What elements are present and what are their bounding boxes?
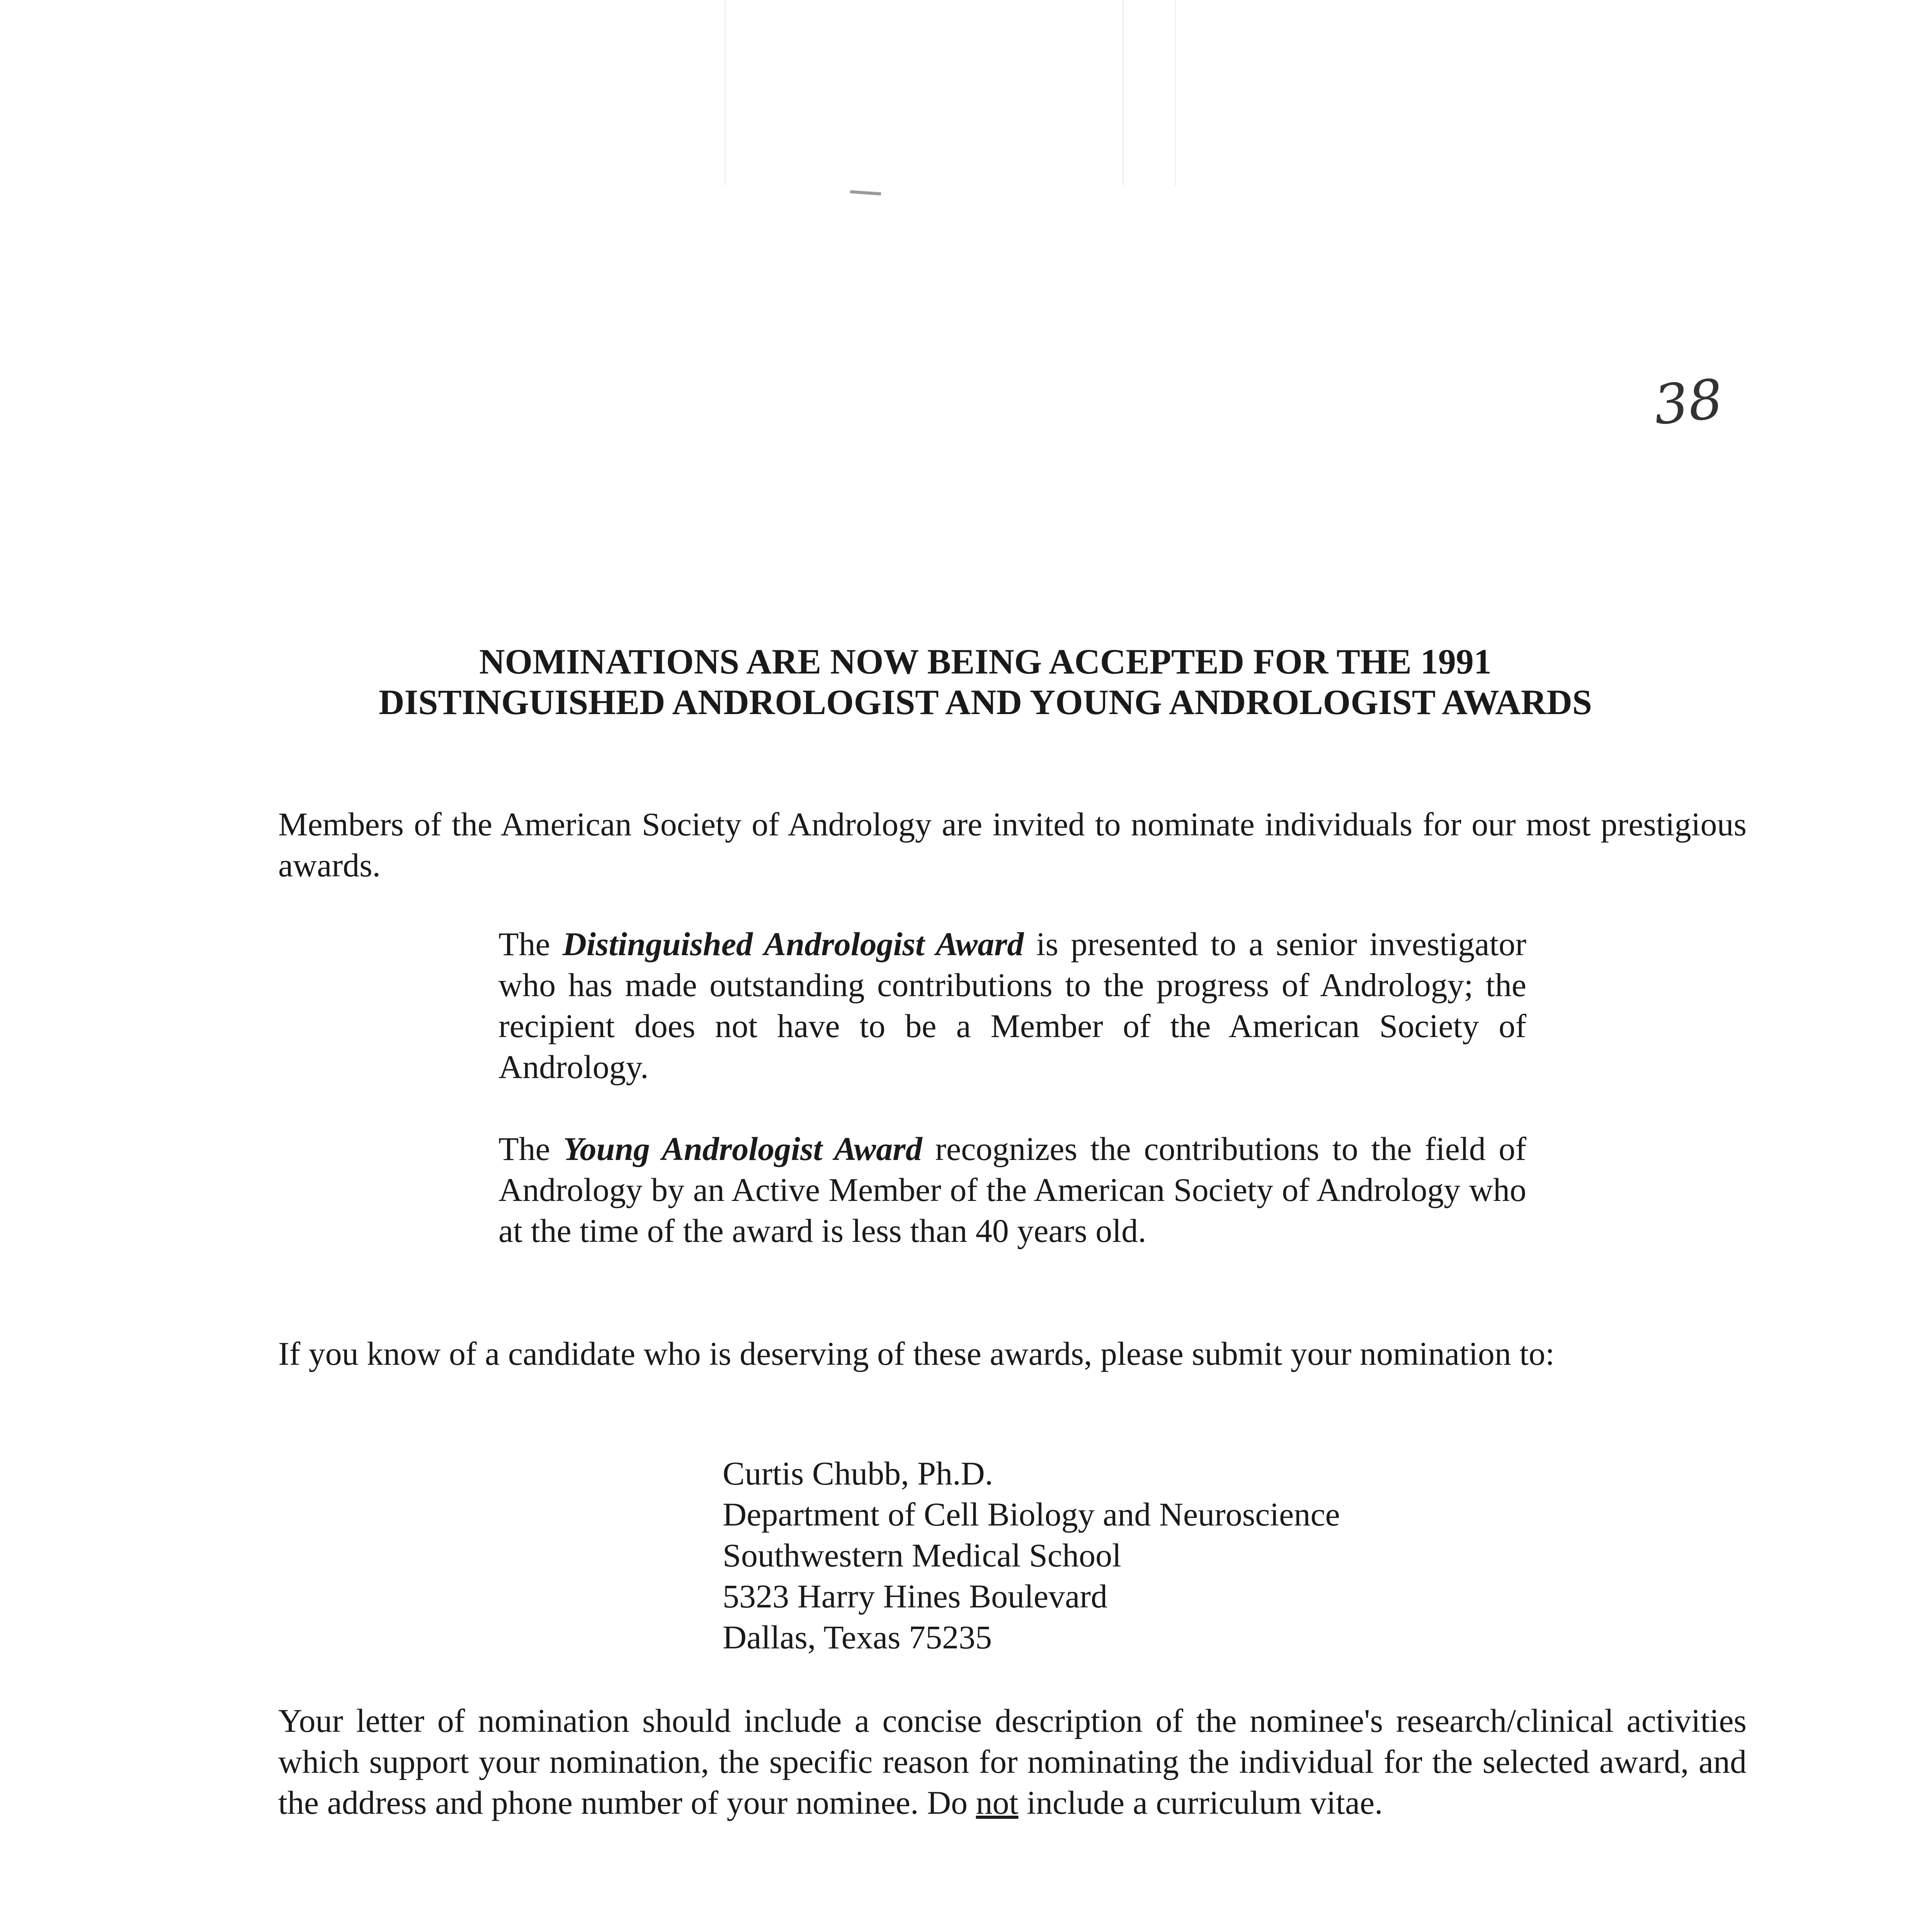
handwritten-page-number: 38 xyxy=(1650,367,1726,437)
letter-end: include a curriculum vitae. xyxy=(1018,1784,1383,1821)
address-name: Curtis Chubb, Ph.D. xyxy=(723,1455,993,1492)
young-prefix: The xyxy=(498,1130,563,1167)
nomination-letter-paragraph xyxy=(278,1700,1747,1823)
address-school: Southwestern Medical School xyxy=(723,1537,1121,1574)
scan-artifact-speck xyxy=(850,190,881,196)
scan-artifact-line xyxy=(1123,0,1124,185)
letter-do: Do xyxy=(927,1784,976,1821)
letter-text: Your letter of nomination should include a concise description of the nominee's research/clinical activities which support your nomination, the specific reason for nominating the individual for the selected award, and the address and phone number of your nominee. xyxy=(278,1702,1747,1821)
mailing-address xyxy=(723,1453,1340,1658)
distinguished-description: is presented to a senior investigator who has made outstanding contributions to the progress of Andrology; the recipient does not have to be a Member of the American Society of Andrology. xyxy=(498,925,1526,1085)
distinguished-award-paragraph xyxy=(498,923,1526,1087)
letter-not-emphasis: not xyxy=(976,1784,1019,1821)
young-award-paragraph xyxy=(498,1128,1526,1251)
distinguished-award-name: Distinguished Andrologist Award xyxy=(562,925,1024,963)
address-street: 5323 Harry Hines Boulevard xyxy=(723,1578,1107,1615)
intro-paragraph: Members of the American Society of Andrology are invited to nominate individuals for our most prestigious awards. xyxy=(278,806,1747,884)
distinguished-prefix: The xyxy=(498,925,563,963)
scan-artifact-line xyxy=(1175,0,1176,185)
young-description: recognizes the contributions to the field of Andrology by an Active Member of the American Society of Andrology who at the time of the award is less than 40 years old. xyxy=(498,1130,1527,1249)
headline-line-2: DISTINGUISHED ANDROLOGIST AND YOUNG ANDROLOGIST AWARDS xyxy=(379,682,1592,722)
young-award-name: Young Andrologist Award xyxy=(563,1130,922,1167)
submit-nomination-paragraph: If you know of a candidate who is deserving of these awards, please submit your nomination to: xyxy=(278,1335,1555,1372)
headline-line-1: NOMINATIONS ARE NOW BEING ACCEPTED FOR THE 1991 xyxy=(479,642,1492,681)
scan-artifact-line xyxy=(725,0,726,185)
address-city: Dallas, Texas 75235 xyxy=(723,1619,992,1656)
address-department: Department of Cell Biology and Neuroscience xyxy=(723,1496,1340,1533)
